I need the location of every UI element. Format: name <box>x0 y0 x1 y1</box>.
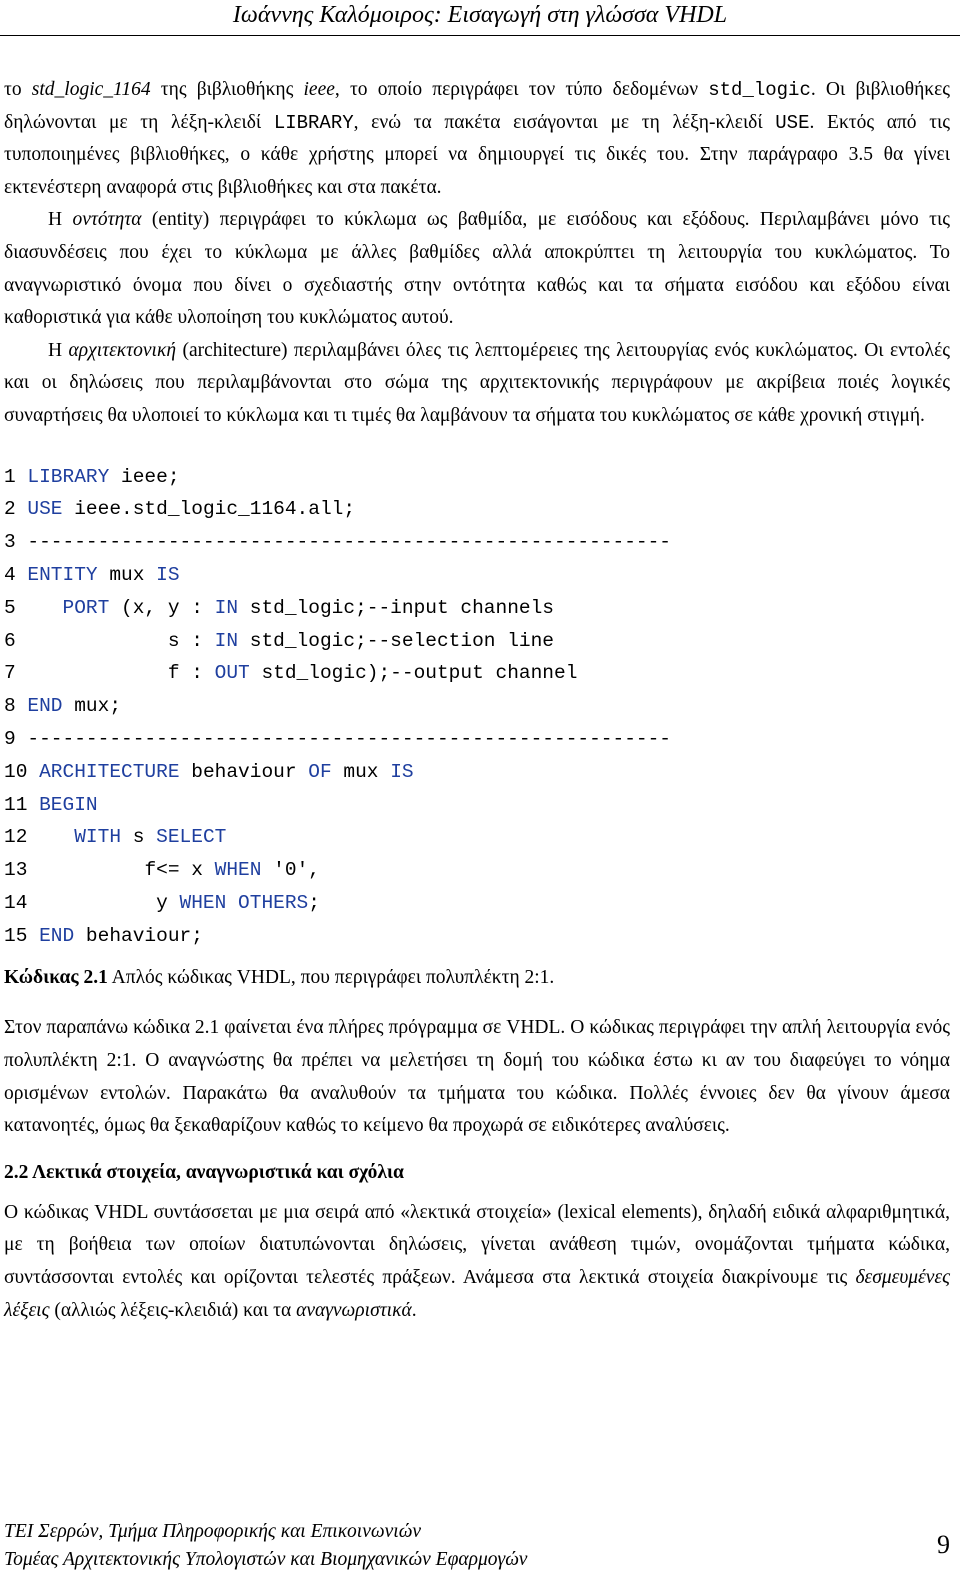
page-footer <box>4 1518 950 1584</box>
paragraph-architecture: Η αρχιτεκτονική (architecture) περιλαμβάνει όλες τις λεπτομέρειες της λειτουργίας ενός κυκλώματος. Οι εντολές και οι δηλώσεις που περιλαμβάνονται στο σώμα της αρχιτεκτονικής περιγράφουν με ακρίβεια ποιές λογικές συναρτήσεις θα υλοποιεί το κύκλωμα και τι τιμές θα λαμβάνουν τα σήματα του κυκλώματος σε κάθε χρονική στιγμή. <box>4 339 950 426</box>
paragraph-entity: Η οντότητα (entity) περιγράφει το κύκλωμα ως βαθμίδα, με εισόδους και εξόδους. Περιλαμβάνει μόνο τις διασυνδέσεις που έχει το κύκλωμα με άλλες βαθμίδες αλλά αποκρύπτει τη λειτουργία του κυκλώματος. Το αναγνωριστικό όνομα που δίνει ο σχεδιαστής στην οντότητα καθώς και τα σήματα εισόδου και εξόδου είναι καθοριστικά για κάθε υλοποίηση του κυκλώματος αυτού. <box>4 209 950 329</box>
paragraph-code-explanation: Στον παραπάνω κώδικα 2.1 φαίνεται ένα πλήρες πρόγραμμα σε VHDL. Ο κώδικας περιγράφει την απλή λειτουργία ενός πολυπλέκτη 2:1. Ο αναγνώστης θα πρέπει να μελετήσει τη δομή του κώδικα έστω κι αν του διαφεύγει το νόημα ορισμένων εντολών. Παρακάτω θα αναλυθούν τα τμήματα του κώδικα. Πολλές έννοιες δεν θα γίνουν άμεσα κατανοητές, όμως θα ξεκαθαρίζουν καθώς το κείμενο θα προχωρά σε ειδικότερες αναλύσεις. <box>4 1017 950 1137</box>
code-caption <box>4 962 950 994</box>
code-line: 3 ------------------------------------------------------- <box>4 531 672 554</box>
running-title: Ιωάννης Καλόμοιρος: Εισαγωγή στη γλώσσα VHDL <box>232 2 728 28</box>
code-line: 13 f<= x WHEN '0', <box>4 859 320 882</box>
library-name: ieee <box>303 79 335 100</box>
code-line: 1 LIBRARY ieee; <box>4 465 180 488</box>
type-name: std_logic <box>708 79 811 101</box>
term-identifiers: αναγνωριστικά <box>296 1299 412 1321</box>
footer-department: Τομέας Αρχιτεκτονικής Υπολογιστών και Βιομηχανικών Εφαρμογών <box>4 1549 528 1570</box>
section-heading: 2.2 Λεκτικά στοιχεία, αναγνωριστικά και σχόλια <box>4 1161 404 1183</box>
code-line: 11 BEGIN <box>4 793 98 816</box>
page-header <box>0 0 960 36</box>
paragraph-libraries: το std_logic_1164 της βιβλιοθήκης ieee, το οποίο περιγράφει τον τύπο δεδομένων std_logic. Οι βιβλιοθήκες δηλώνονται με τη λέξη-κλειδί LIBRARY, ενώ τα πακέτα εισάγονται με τη λέξη-κλειδί USE. Εκτός από τις τυποποιημένες βιβλιοθήκες, ο κάθε χρήστης μπορεί να δημιουργεί τις δικές του. Στην παράγραφο 3.5 θα γίνει εκτενέστερη αναφορά στις βιβλιοθήκες και στα πακέτα. <box>4 79 951 198</box>
footer-institution: ΤΕΙ Σερρών, Τμήμα Πληροφορικής και Επικοινωνιών <box>4 1521 421 1542</box>
term-architecture: αρχιτεκτονική <box>68 339 176 361</box>
code-line: 10 ARCHITECTURE behaviour OF mux IS <box>4 760 414 783</box>
page-number: 9 <box>937 1530 950 1559</box>
caption-label: Κώδικας 2.1 <box>4 967 108 989</box>
code-line: 7 f : OUT std_logic);--output channel <box>4 662 578 685</box>
code-line: 12 WITH s SELECT <box>4 826 227 849</box>
term-reserved-words: δεσμευμένες λέξεις <box>4 1267 950 1321</box>
code-line: 14 y WHEN OTHERS; <box>4 891 320 914</box>
caption-text: Απλός κώδικας VHDL, που περιγράφει πολυπλέκτη 2:1. <box>107 967 555 989</box>
term-entity: οντότητα <box>72 209 142 231</box>
keyword-library: LIBRARY <box>273 111 354 134</box>
code-line: 9 ------------------------------------------------------- <box>4 727 672 750</box>
code-listing <box>4 461 950 953</box>
code-line: 5 PORT (x, y : IN std_logic;--input channels <box>4 596 555 619</box>
code-line: 6 s : IN std_logic;--selection line <box>4 629 554 652</box>
code-line: 8 END mux; <box>4 695 122 718</box>
code-line: 4 ENTITY mux IS <box>4 563 180 586</box>
paragraph-lexical-elements: Ο κώδικας VHDL συντάσσεται με μια σειρά από «λεκτικά στοιχεία» (lexical elements), δηλαδή ειδικά αλφαριθμητικά, με τη βοήθεια των οποίων διατυπώνονται δηλώσεις, γίνεται ανάθεση τιμών, ονομάζονται τμήματα κώδικα, συντάσσονται εντολές και ορίζονται τελεστές πράξεων. Ανάμεσα στα λεκτικά στοιχεία διακρίνουμε τις δεσμευμένες λέξεις (αλλιώς λέξεις-κλειδιά) και τα αναγνωριστικά. <box>4 1201 950 1321</box>
code-line: 15 END behaviour; <box>4 924 203 947</box>
package-name: std_logic_1164 <box>31 79 151 100</box>
keyword-use: USE <box>775 111 810 134</box>
code-line: 2 USE ieee.std_logic_1164.all; <box>4 498 356 521</box>
page-content <box>4 74 950 1327</box>
